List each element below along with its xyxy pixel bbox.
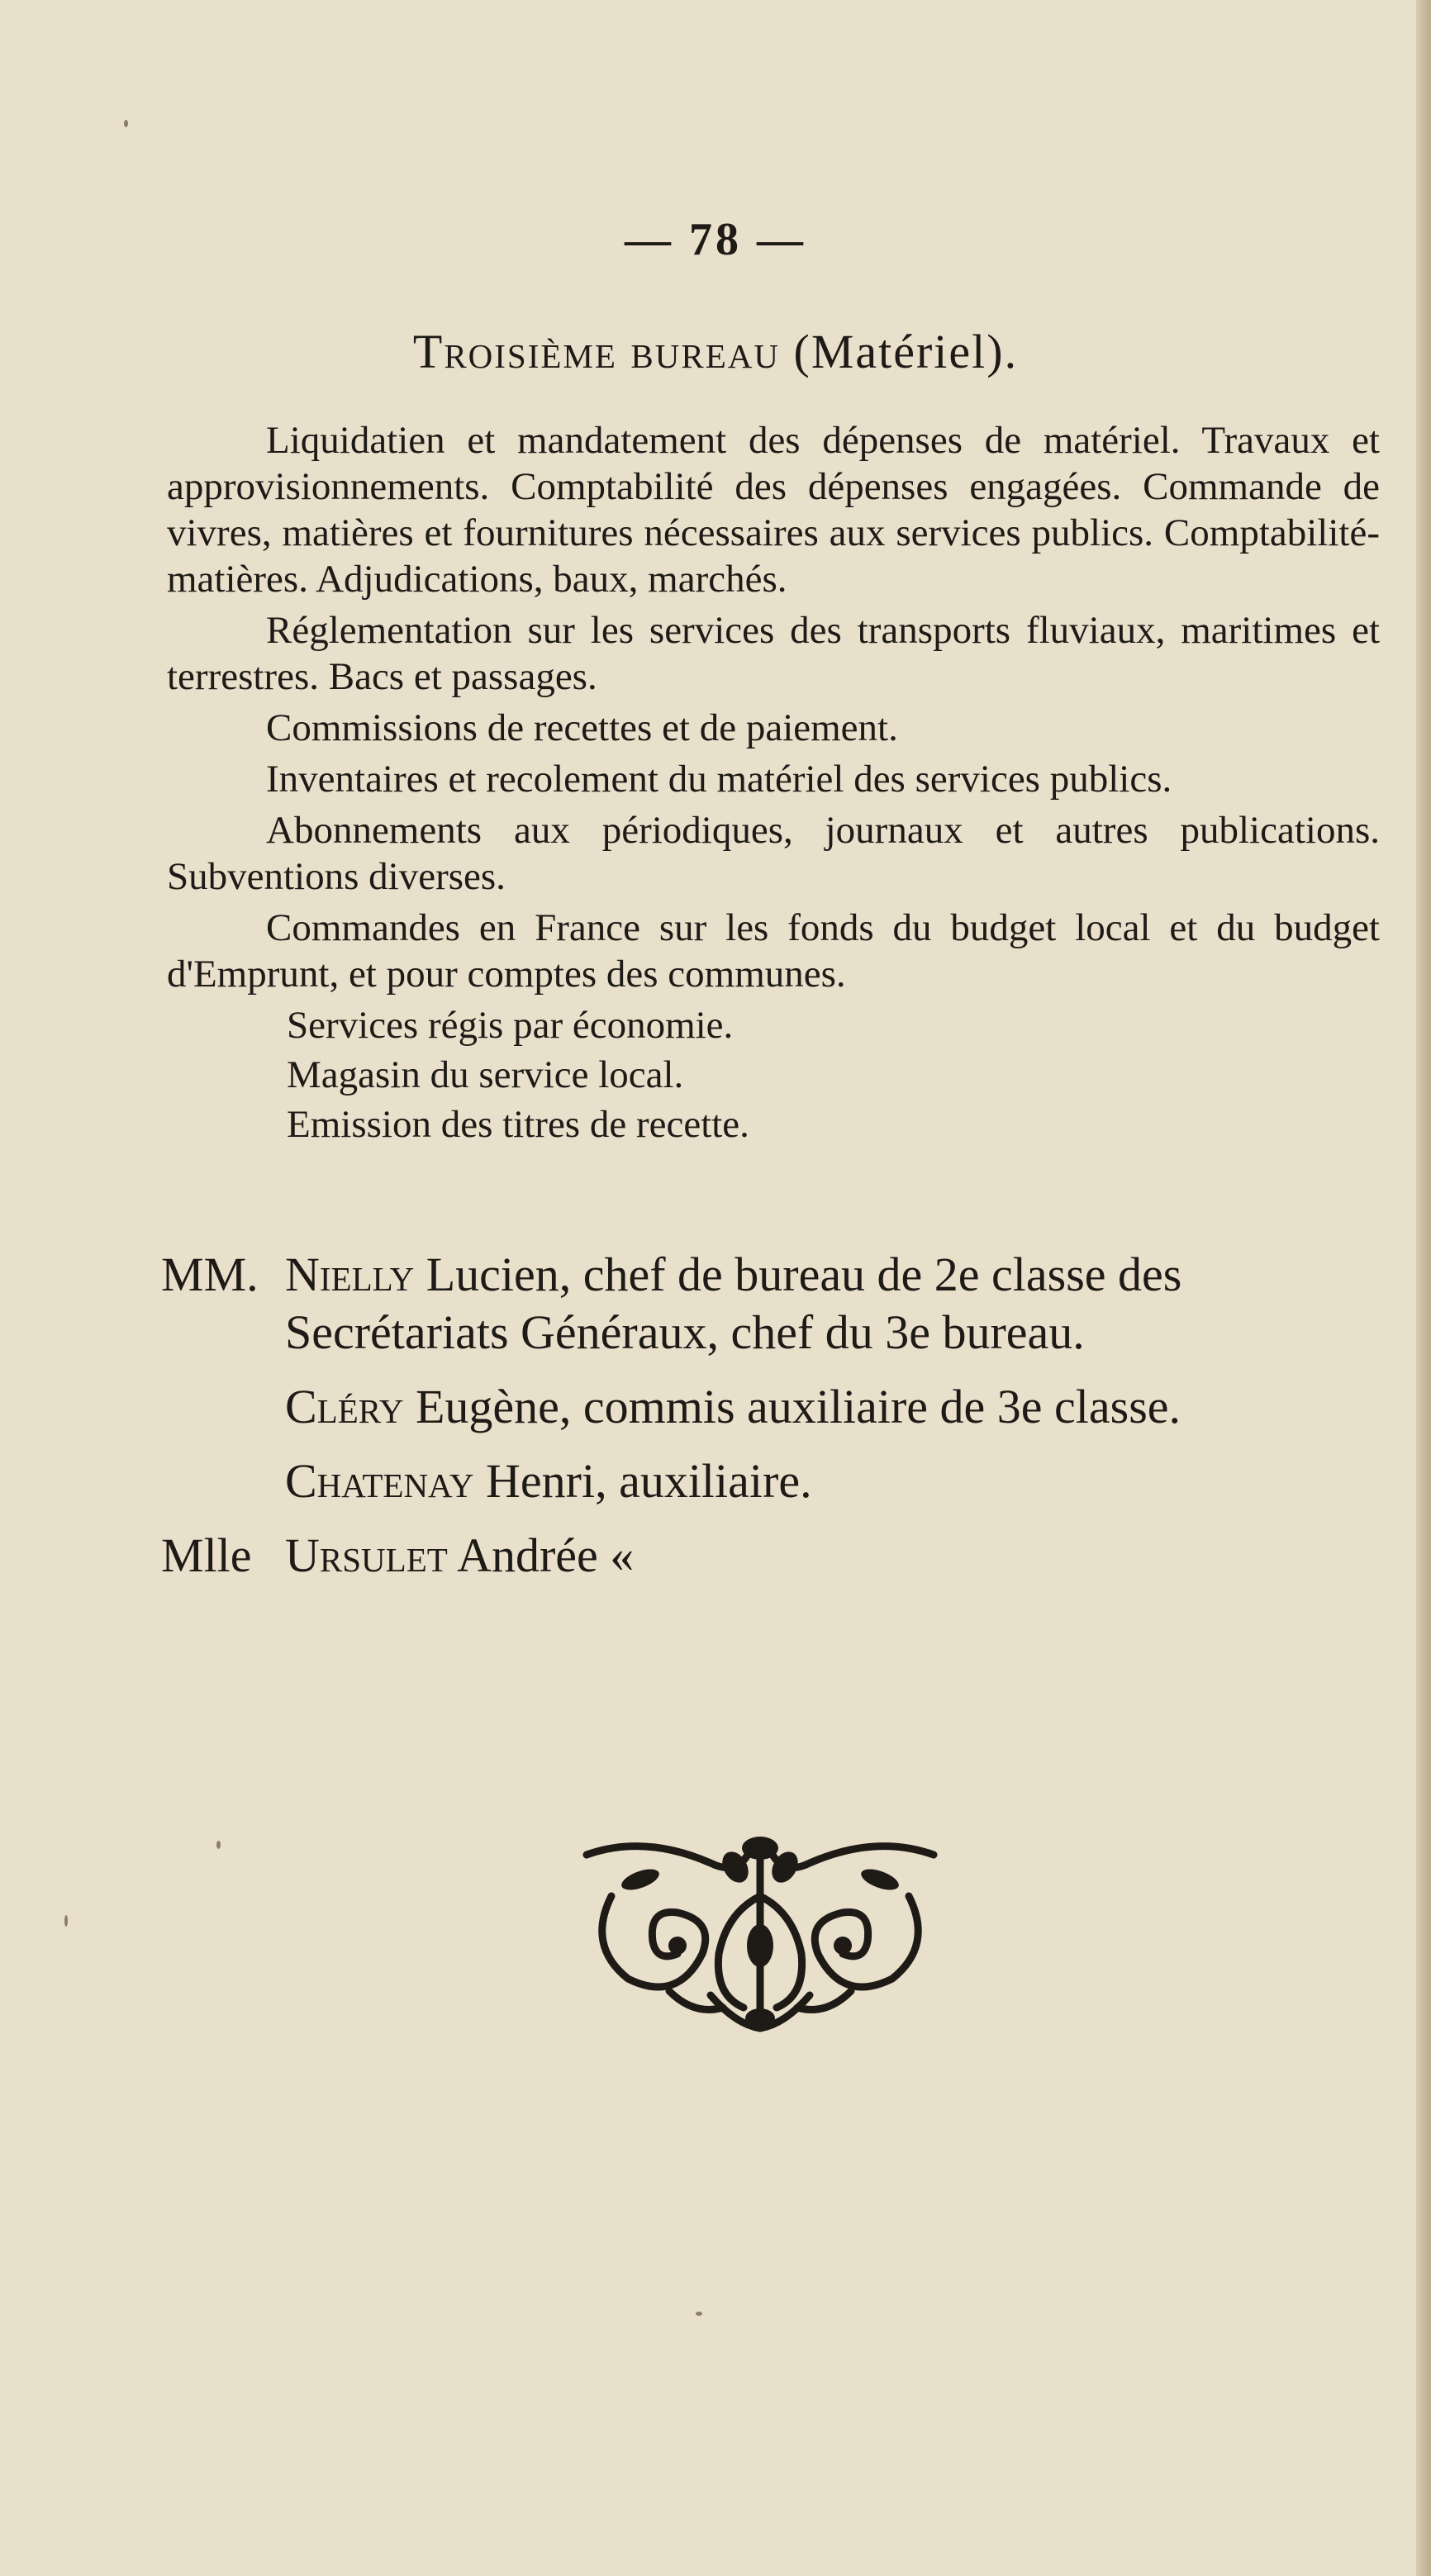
staff-surname: Cléry [285,1380,404,1433]
duties-list [167,417,1380,1151]
section-title-subtitle: (Matériel). [793,325,1019,378]
staff-entry-line [285,1452,1384,1510]
staff-details: Henri, auxiliaire. [473,1454,812,1508]
section-title-bureau: Troisième bureau [412,325,780,378]
duty-paragraph: Abonnements aux périodiques, journaux et autres publications. Subventions diverses. [167,809,1380,898]
paper-speck [696,2312,702,2316]
staff-entry [161,1246,1384,1362]
paper-speck [64,1915,68,1927]
staff-entry-line [285,1527,1384,1585]
duty-paragraph: Magasin du service local. [287,1053,684,1096]
staff-surname: Chatenay [285,1454,474,1508]
staff-entry [161,1378,1384,1436]
duty-paragraph: Liquidatien et mandatement des dépenses de matériel. Travaux et approvisionnements. Comptabilité des dépenses engagées. Commande de vivres, matières et fournitures nécessaires aux services publics. Comptabilité-matières. Adjudications, baux, marchés. [167,419,1380,601]
floral-scroll-ornament-icon [578,1830,942,2037]
staff-entry-continuation: Secrétariats Généraux, chef du 3e bureau. [285,1305,1085,1359]
section-title [0,324,1431,379]
staff-details: Andrée « [447,1528,635,1582]
duty-paragraph: Réglementation sur les services des transports fluviaux, maritimes et terrestres. Bacs et passages. [167,609,1380,698]
duty-paragraph: Emission des titres de recette. [287,1103,749,1146]
paper-speck [216,1841,221,1849]
page-edge [1416,0,1431,2576]
honorific-mm: MM. [161,1248,259,1301]
staff-entry-line [285,1378,1384,1436]
staff-list [161,1246,1384,1601]
paper-speck [124,120,128,127]
honorific-mlle: Mlle [161,1528,252,1582]
duty-paragraph: Services régis par économie. [287,1004,734,1047]
staff-details: Lucien, chef de bureau de 2e classe des [414,1248,1182,1301]
duty-paragraph: Commissions de recettes et de paiement. [266,706,898,749]
staff-entry [161,1527,1384,1585]
staff-surname: Ursulet [285,1528,448,1582]
staff-details: Eugène, commis auxiliaire de 3e classe. [403,1380,1181,1433]
duty-paragraph: Inventaires et recolement du matériel des services publics. [266,758,1172,801]
staff-entry [161,1452,1384,1510]
page-number: — 78 — [625,214,806,265]
duty-paragraph: Commandes en France sur les fonds du budget local et du budget d'Emprunt, et pour comptes des communes. [167,906,1380,996]
staff-entry-line [285,1246,1384,1304]
staff-surname: Nielly [285,1248,415,1301]
